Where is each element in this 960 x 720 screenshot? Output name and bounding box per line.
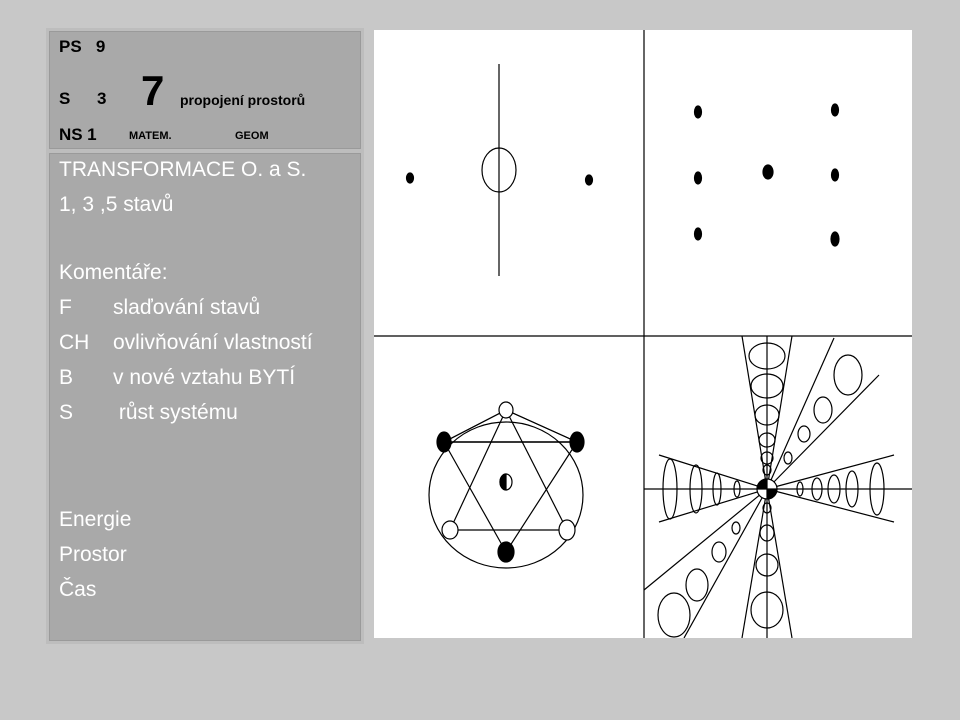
states-line: 1, 3 ,5 stavů [59, 193, 174, 216]
comment-text: v nové vztahu BYTÍ [113, 366, 296, 389]
ps-line [59, 37, 105, 57]
s-label: S [59, 89, 71, 108]
subtitle: propojení prostorů [180, 92, 306, 108]
term-energie: Energie [59, 508, 132, 531]
comment-s [59, 401, 238, 425]
diagram-svg [374, 30, 912, 638]
comment-text: růst systému [113, 401, 238, 424]
term-prostor: Prostor [59, 543, 127, 566]
quadrant-four [644, 336, 912, 638]
s-value: 3 [97, 89, 107, 108]
header-box [46, 28, 364, 152]
big-number: 7 [141, 67, 165, 114]
quadrant-one [407, 64, 593, 276]
diagram-panel [374, 30, 912, 638]
comment-f [59, 296, 260, 320]
comment-key: B [59, 366, 74, 389]
ps-label: PS [59, 37, 82, 56]
content-box [46, 150, 364, 644]
ns-line [59, 125, 269, 145]
geom-label: GEOM [235, 130, 269, 142]
term-cas: Čas [59, 578, 97, 601]
comment-b [59, 366, 295, 390]
ns-value: 1 [87, 125, 97, 144]
quadrant-three [429, 402, 584, 568]
quadrant-two [695, 104, 840, 246]
comments-heading: Komentáře: [59, 261, 168, 284]
matem-label: MATEM. [129, 130, 172, 142]
comment-ch [59, 331, 313, 355]
transform-title: TRANSFORMACE O. a S. [59, 158, 307, 181]
comment-text: slaďování stavů [113, 296, 261, 319]
ps-value: 9 [95, 37, 106, 56]
comment-key: S [59, 401, 74, 424]
comment-key: F [59, 296, 72, 319]
ns-label: NS [59, 125, 83, 144]
comment-key: CH [59, 331, 90, 354]
comment-text: ovlivňování vlastností [113, 331, 313, 354]
